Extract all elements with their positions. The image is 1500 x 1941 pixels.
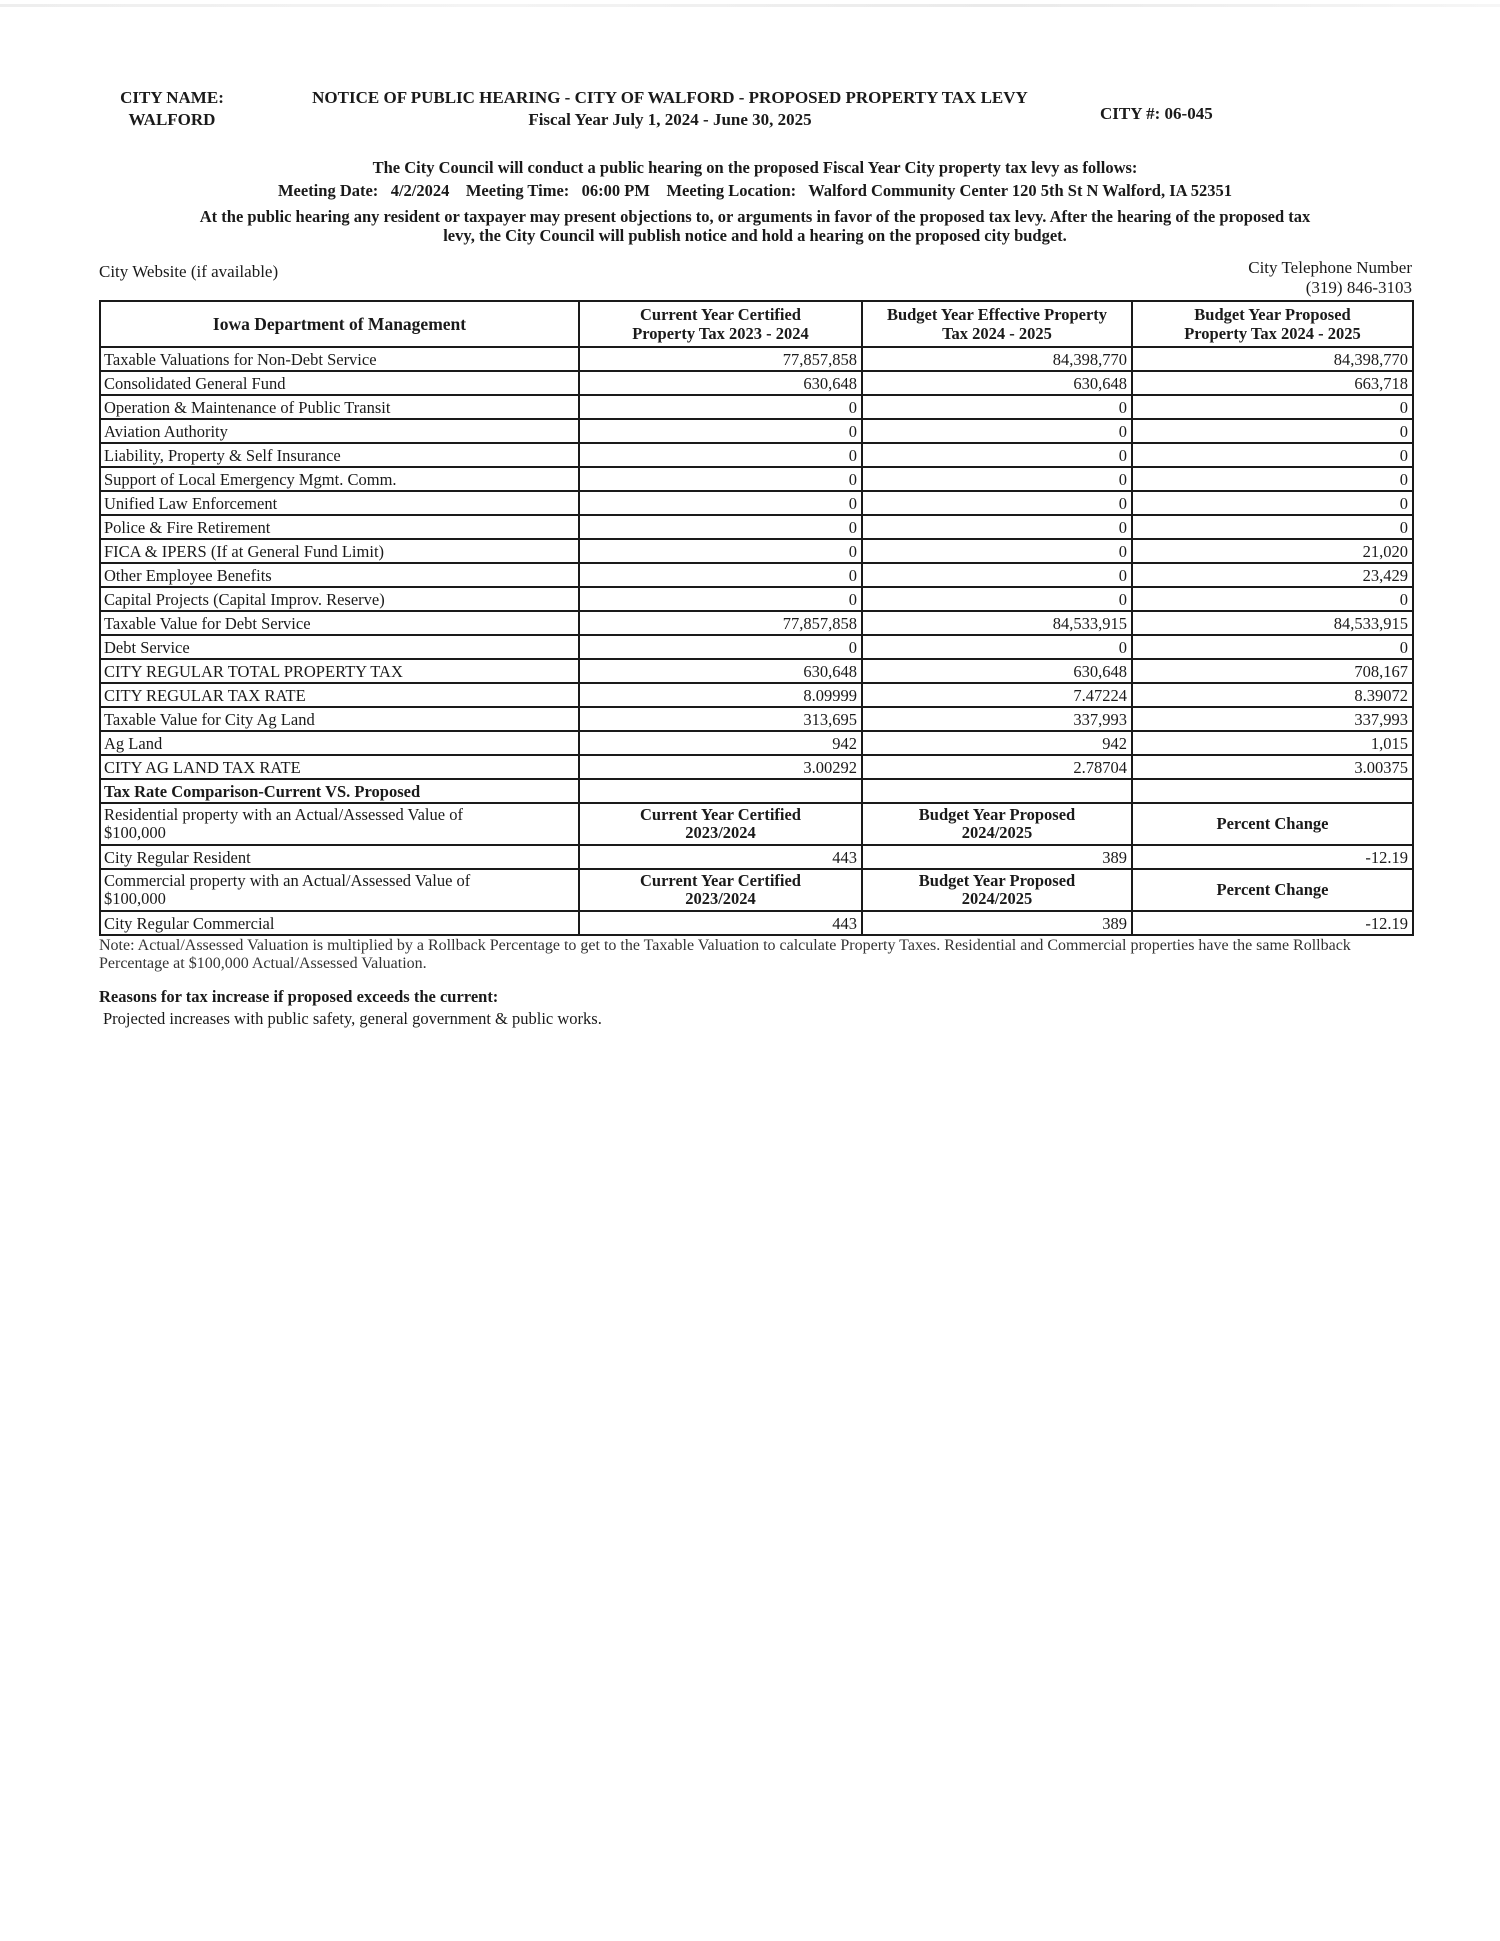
cell-current: 0 xyxy=(579,395,862,419)
cell-current: 77,857,858 xyxy=(579,611,862,635)
row-label: Unified Law Enforcement xyxy=(100,491,579,515)
table-row xyxy=(100,911,1413,935)
table-row xyxy=(100,635,1413,659)
column-header: Iowa Department of Management xyxy=(100,301,579,347)
city-phone-block xyxy=(1150,258,1412,298)
table-row xyxy=(100,845,1413,869)
row-label: Ag Land xyxy=(100,731,579,755)
city-phone: (319) 846-3103 xyxy=(1305,278,1412,297)
cell-current: 942 xyxy=(579,731,862,755)
row-label: Debt Service xyxy=(100,635,579,659)
column-header: Current Year Certified 2023/2024 xyxy=(579,869,862,911)
cell-proposed: 3.00375 xyxy=(1132,755,1413,779)
cell-effective: 0 xyxy=(862,635,1132,659)
column-header: Budget Year Proposed 2024/2025 xyxy=(862,869,1132,911)
city-phone-label: City Telephone Number xyxy=(1248,258,1412,277)
row-label: City Regular Commercial xyxy=(100,911,579,935)
cell-current: 0 xyxy=(579,443,862,467)
section-title-row xyxy=(100,779,1413,803)
row-label: Police & Fire Retirement xyxy=(100,515,579,539)
city-website-label: City Website (if available) xyxy=(99,262,279,281)
cell-proposed: 0 xyxy=(1132,419,1413,443)
cell-current: 443 xyxy=(579,911,862,935)
table-row xyxy=(100,611,1413,635)
cell-effective: 0 xyxy=(862,539,1132,563)
cell-effective: 0 xyxy=(862,491,1132,515)
table-row xyxy=(100,491,1413,515)
cell-effective: 84,398,770 xyxy=(862,347,1132,371)
cell-proposed: 708,167 xyxy=(1132,659,1413,683)
row-label: Aviation Authority xyxy=(100,419,579,443)
row-label: CITY REGULAR TOTAL PROPERTY TAX xyxy=(100,659,579,683)
intro-line: The City Council will conduct a public hearing on the proposed Fiscal Year City property tax levy as follows: xyxy=(372,158,1138,177)
meeting-details xyxy=(100,181,1410,201)
cell-current: 0 xyxy=(579,635,862,659)
table-row xyxy=(100,467,1413,491)
cell-proposed: 0 xyxy=(1132,515,1413,539)
commercial-label: Commercial property with an Actual/Assessed Value of $100,000 xyxy=(100,869,579,911)
reasons-text: Projected increases with public safety, general government & public works. xyxy=(103,1009,602,1028)
notice-title-block xyxy=(260,87,1080,131)
table-row xyxy=(100,731,1413,755)
cell-current: 0 xyxy=(579,539,862,563)
cell-effective: 942 xyxy=(862,731,1132,755)
row-label: Taxable Value for Debt Service xyxy=(100,611,579,635)
residential-label: Residential property with an Actual/Assessed Value of $100,000 xyxy=(100,803,579,845)
cell-proposed: 0 xyxy=(1132,587,1413,611)
cell-current: 313,695 xyxy=(579,707,862,731)
column-header: Budget Year Effective Property Tax 2024 - 2025 xyxy=(862,301,1132,347)
column-header: Percent Change xyxy=(1132,803,1413,845)
cell-effective: 630,648 xyxy=(862,371,1132,395)
table-row xyxy=(100,371,1413,395)
meeting-time-label: Meeting Time: xyxy=(465,181,570,200)
cell-current: 630,648 xyxy=(579,371,862,395)
cell-effective: 337,993 xyxy=(862,707,1132,731)
city-name-block xyxy=(112,87,232,131)
table-row xyxy=(100,419,1413,443)
fiscal-year: Fiscal Year July 1, 2024 - June 30, 2025 xyxy=(528,110,812,129)
city-name: WALFORD xyxy=(128,110,216,129)
cell-proposed: 23,429 xyxy=(1132,563,1413,587)
hearing-text-line: levy, the City Council will publish notice and hold a hearing on the proposed city budget. xyxy=(443,226,1067,245)
cell-proposed: 663,718 xyxy=(1132,371,1413,395)
row-label: Support of Local Emergency Mgmt. Comm. xyxy=(100,467,579,491)
cell-proposed: 84,533,915 xyxy=(1132,611,1413,635)
cell-current: 0 xyxy=(579,467,862,491)
city-number: CITY #: 06-045 xyxy=(1100,104,1213,123)
row-label: FICA & IPERS (If at General Fund Limit) xyxy=(100,539,579,563)
notice-title: NOTICE OF PUBLIC HEARING - CITY OF WALFORD - PROPOSED PROPERTY TAX LEVY xyxy=(312,88,1028,107)
column-header: Budget Year Proposed Property Tax 2024 - 2025 xyxy=(1132,301,1413,347)
cell-proposed: 0 xyxy=(1132,491,1413,515)
row-label: Other Employee Benefits xyxy=(100,563,579,587)
row-label: CITY REGULAR TAX RATE xyxy=(100,683,579,707)
meeting-date-label: Meeting Date: xyxy=(277,181,379,200)
row-label: Liability, Property & Self Insurance xyxy=(100,443,579,467)
hearing-text-line: At the public hearing any resident or taxpayer may present objections to, or arguments in favor of the proposed tax levy. After the hearing of the proposed tax xyxy=(199,207,1311,226)
rollback-note: Note: Actual/Assessed Valuation is multiplied by a Rollback Percentage to get to the Taxable Valuation to calculate Property Taxes. Residential and Commercial properties have the same Rollback Percentage at $100,000 Actual/Assessed Valuation. xyxy=(99,937,1351,972)
cell-effective: 630,648 xyxy=(862,659,1132,683)
table-row xyxy=(100,395,1413,419)
table-row xyxy=(100,563,1413,587)
table-row xyxy=(100,347,1413,371)
table-row xyxy=(100,707,1413,731)
table-row xyxy=(100,443,1413,467)
table-row xyxy=(100,587,1413,611)
table-row xyxy=(100,515,1413,539)
meeting-location: Walford Community Center 120 5th St N Walford, IA 52351 xyxy=(808,181,1233,200)
row-label: Operation & Maintenance of Public Transit xyxy=(100,395,579,419)
commercial-header-row xyxy=(100,869,1413,911)
cell-percent-change: -12.19 xyxy=(1132,845,1413,869)
row-label: Capital Projects (Capital Improv. Reserve) xyxy=(100,587,579,611)
hearing-intro xyxy=(100,158,1410,245)
residential-header-row xyxy=(100,803,1413,845)
cell-current: 8.09999 xyxy=(579,683,862,707)
row-label: CITY AG LAND TAX RATE xyxy=(100,755,579,779)
table-row xyxy=(100,659,1413,683)
table-row xyxy=(100,755,1413,779)
cell-current: 0 xyxy=(579,515,862,539)
cell-effective: 0 xyxy=(862,395,1132,419)
cell-effective: 0 xyxy=(862,419,1132,443)
cell-effective: 0 xyxy=(862,587,1132,611)
cell-proposed: 8.39072 xyxy=(1132,683,1413,707)
cell-current: 0 xyxy=(579,563,862,587)
cell-proposed: 84,398,770 xyxy=(1132,347,1413,371)
cell-current: 77,857,858 xyxy=(579,347,862,371)
column-header: Budget Year Proposed 2024/2025 xyxy=(862,803,1132,845)
cell-proposed: 0 xyxy=(1132,467,1413,491)
cell-current: 0 xyxy=(579,419,862,443)
cell-effective: 0 xyxy=(862,467,1132,491)
meeting-time: 06:00 PM xyxy=(581,181,650,200)
cell-effective: 7.47224 xyxy=(862,683,1132,707)
column-header: Current Year Certified Property Tax 2023 - 2024 xyxy=(579,301,862,347)
cell-proposed: 1,015 xyxy=(1132,731,1413,755)
section-title: Tax Rate Comparison-Current VS. Proposed xyxy=(100,779,579,803)
cell-effective: 84,533,915 xyxy=(862,611,1132,635)
cell-current: 0 xyxy=(579,587,862,611)
cell-current: 3.00292 xyxy=(579,755,862,779)
table-header-row xyxy=(100,301,1413,347)
cell-proposed: 389 xyxy=(862,911,1132,935)
hearing-text xyxy=(100,207,1410,245)
cell-proposed: 0 xyxy=(1132,635,1413,659)
cell-proposed: 337,993 xyxy=(1132,707,1413,731)
cell-effective: 0 xyxy=(862,563,1132,587)
table-row xyxy=(100,539,1413,563)
cell-current: 443 xyxy=(579,845,862,869)
row-label: Consolidated General Fund xyxy=(100,371,579,395)
reasons-heading: Reasons for tax increase if proposed exceeds the current: xyxy=(99,987,499,1006)
meeting-date: 4/2/2024 xyxy=(390,181,450,200)
cell-effective: 0 xyxy=(862,515,1132,539)
scan-edge xyxy=(0,4,1500,7)
table-row xyxy=(100,683,1413,707)
column-header: Current Year Certified 2023/2024 xyxy=(579,803,862,845)
cell-current: 0 xyxy=(579,491,862,515)
column-header: Percent Change xyxy=(1132,869,1413,911)
meeting-location-label: Meeting Location: xyxy=(666,181,797,200)
cell-effective: 2.78704 xyxy=(862,755,1132,779)
cell-proposed: 0 xyxy=(1132,395,1413,419)
levy-table xyxy=(99,300,1414,936)
cell-effective: 0 xyxy=(862,443,1132,467)
row-label: City Regular Resident xyxy=(100,845,579,869)
cell-proposed: 389 xyxy=(862,845,1132,869)
cell-proposed: 0 xyxy=(1132,443,1413,467)
cell-current: 630,648 xyxy=(579,659,862,683)
cell-percent-change: -12.19 xyxy=(1132,911,1413,935)
row-label: Taxable Valuations for Non-Debt Service xyxy=(100,347,579,371)
row-label: Taxable Value for City Ag Land xyxy=(100,707,579,731)
city-name-label: CITY NAME: xyxy=(120,88,224,107)
cell-proposed: 21,020 xyxy=(1132,539,1413,563)
